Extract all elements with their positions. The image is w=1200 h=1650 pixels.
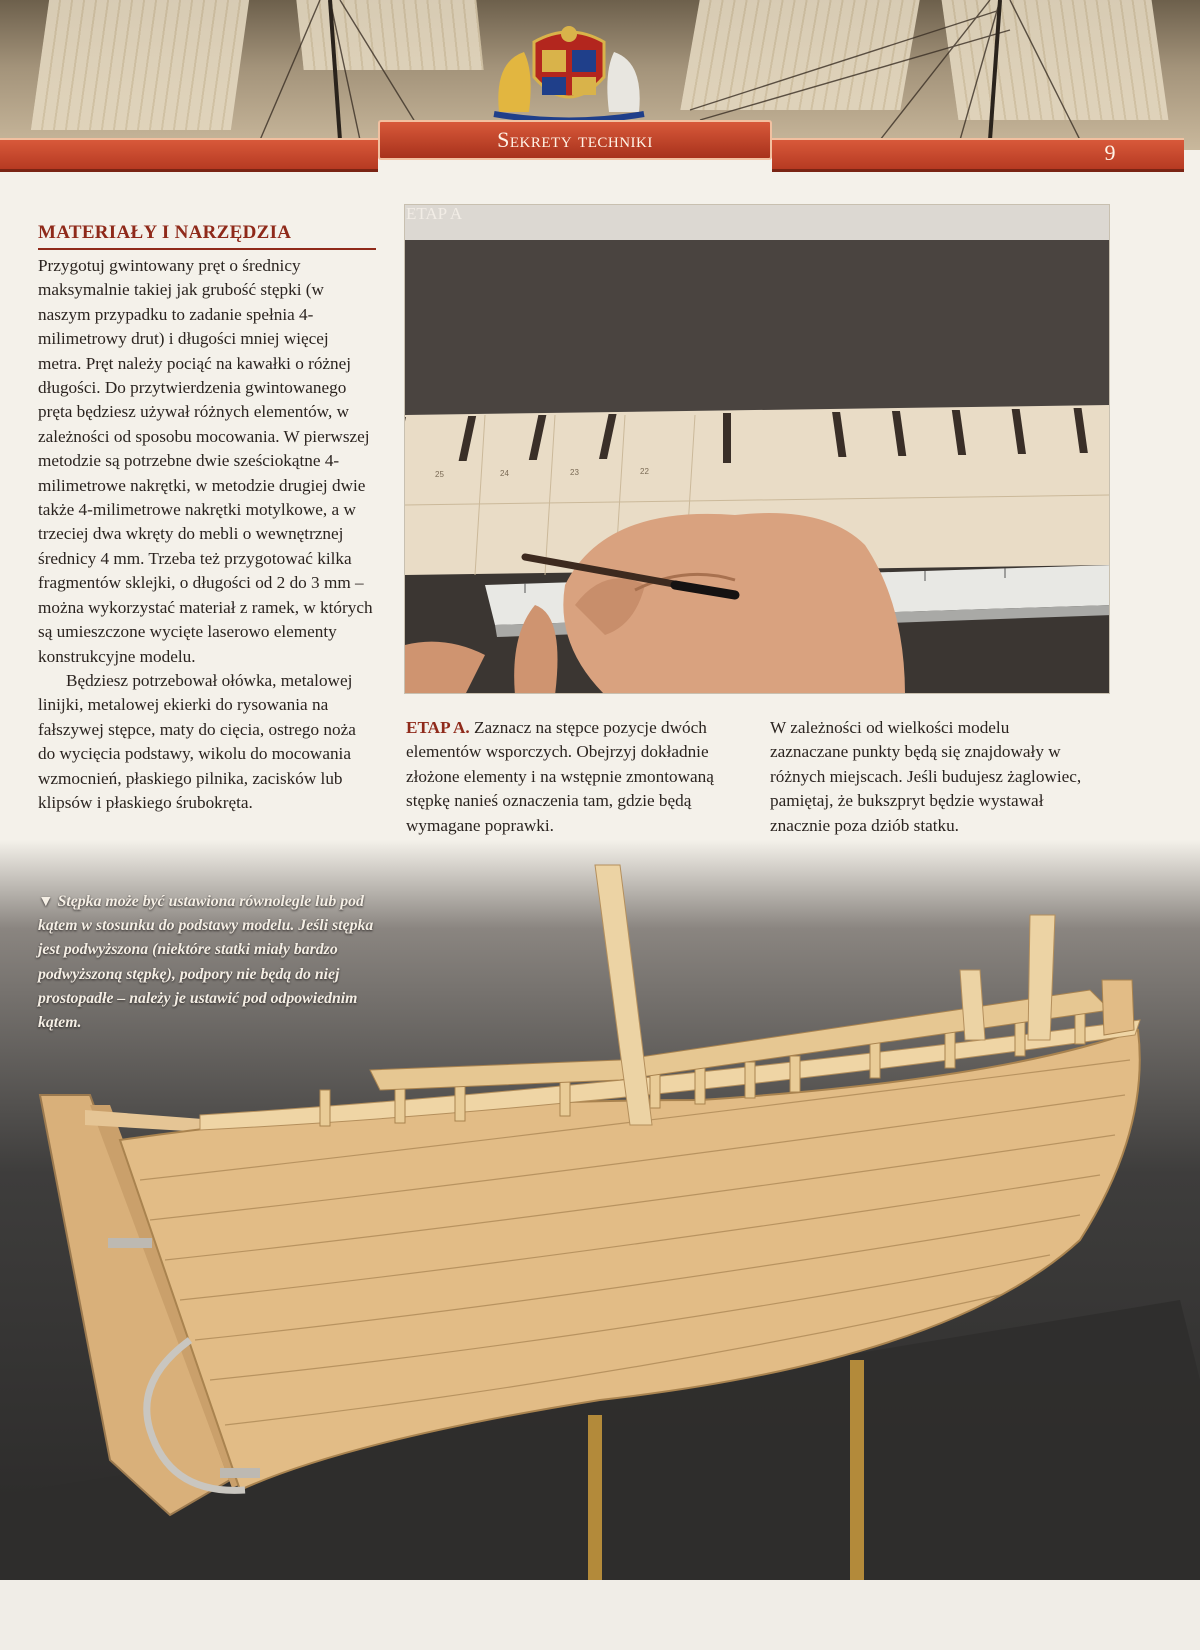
page-number: 9 (1104, 140, 1116, 165)
ruler-number-24: 24 (500, 469, 509, 478)
materials-heading: MATERIAŁY I NARZĘDZIA (38, 222, 376, 250)
materials-text (38, 254, 376, 815)
boat-photo-caption (38, 890, 378, 1035)
ruler-number-23: 23 (570, 468, 579, 477)
page-bottom-margin (0, 1580, 1200, 1650)
ruler-number-22: 22 (640, 467, 649, 476)
step-a-caption-text: Zaznacz na stępce pozycje dwóch elementów wsporczych. Obejrzyj dokładnie złożone elementy i na wstępnie zmontowaną stępkę nanieś oznaczenia tam, gdzie będą wymagane poprawki. (406, 718, 714, 835)
step-a-illustration (405, 205, 1110, 694)
section-title: Sekrety techniki (497, 127, 653, 152)
step-a-photo-label: ETAP A (406, 204, 463, 223)
royal-crest-icon (484, 22, 654, 122)
step-a-caption (406, 716, 746, 838)
materials-paragraph-1: Przygotuj gwintowany pręt o średnicy maksymalnie takiej jak grubość stępki (w naszym przypadku to zadanie spełnia 4-milimetrowy drut) i długości mniej więcej metra. Pręt należy pociąć na kawałki o różnej długości. Do przytwierdzenia gwintowanego pręta będziesz używał różnych elementów, w zależności od sposobu mocowania. W pierwszej metodzie są potrzebne dwie sześciokątne 4-milimetrowe nakrętki, w metodzie drugiej dwie także 4-milimetrowe nakrętki motylkowe, a w trzeciej dwa wkręty do mebli o wewnętrznej średnicy 4 mm. Trzeba też przygotować kilka fragmentów sklejki, o długości od 2 do 3 mm – można wykorzystać materiał z ramek, w których są umieszczone wycięte laserowo elementy konstrukcyjne modelu. (38, 256, 373, 666)
step-a-caption-lead: ETAP A. (406, 718, 470, 737)
materials-column (38, 222, 376, 815)
header-ribbon-left (0, 138, 378, 172)
ruler-number-25: 25 (435, 470, 444, 479)
boat-photo-caption-text: Stępka może być ustawiona równolegle lub pod kątem w stosunku do podstawy modelu. Jeśli stępka jest podwyższona (niektóre statki miały bardzo podwyższoną stępkę), podpory nie będą do niej prostopadłe – należy je ustawić pod odpowiednim kątem. (38, 893, 374, 1032)
step-a-note: W zależności od wielkości modelu zaznaczane punkty będą się znajdowały w różnych miejscach. Jeśli budujesz żaglowiec, pamiętaj, że bukszpryt będzie wystawał znacznie poza dziób statku. (770, 718, 1082, 835)
step-a-photo (404, 204, 1110, 694)
materials-paragraph-2: Będziesz potrzebował ołówka, metalowej linijki, metalowej ekierki do rysowania na fałszywej stępce, maty do cięcia, ostrego noża do wycięcia podstawy, wikolu do mocowania wzmocnień, płaskiego pilnika, zacisków lub klipsów i płaskiego śrubokręta. (38, 670, 356, 812)
section-ribbon (378, 120, 772, 160)
caption-marker-icon: ▼ (38, 893, 54, 910)
page-header (0, 0, 1200, 180)
